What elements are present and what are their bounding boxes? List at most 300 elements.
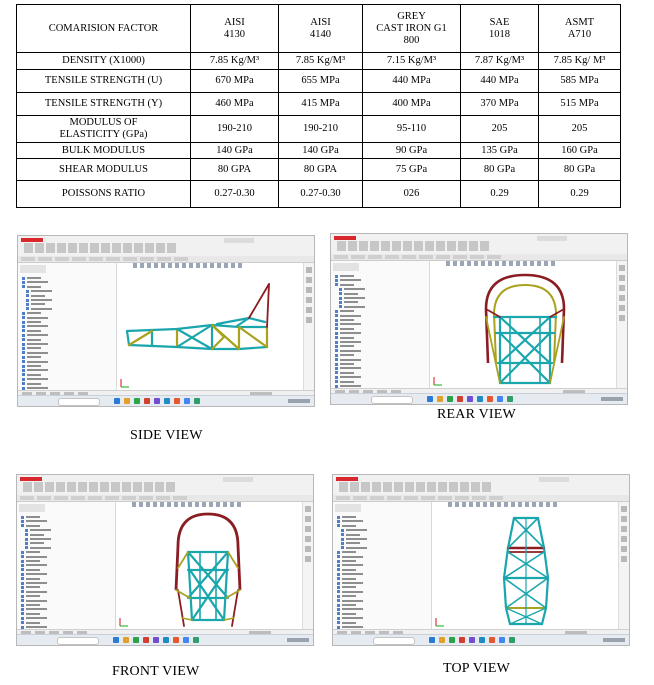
value-cell: 80 GPa [539, 159, 621, 181]
tree-node-label [31, 308, 52, 310]
tree-node-icon [22, 378, 25, 381]
tree-node-label [344, 288, 365, 290]
tree-node-icon [335, 283, 338, 286]
cad-tab-strip [333, 495, 629, 502]
tree-node-icon [337, 599, 340, 602]
axis-triad-icon [433, 376, 443, 386]
tree-node-label [27, 321, 41, 323]
header-material-cell: ASMT A710 [539, 5, 621, 53]
tree-node-icon [22, 277, 25, 280]
tree-node-icon [22, 334, 25, 337]
tree-node-icon [21, 520, 24, 523]
feature-tree-toolbar [20, 265, 46, 273]
taskbar-app-icon [123, 637, 129, 643]
tree-node-label [27, 334, 48, 336]
value-cell: 440 MPa [363, 70, 461, 93]
task-pane-icon [305, 536, 311, 542]
cad-tab [173, 496, 187, 500]
ribbon-tool-icon [436, 241, 445, 251]
tree-node-icon [337, 582, 340, 585]
tree-node-label [26, 613, 40, 615]
tree-node-label [340, 310, 354, 312]
taskbar-app-icon [459, 637, 465, 643]
tree-node-icon [335, 323, 338, 326]
tree-node-label [340, 367, 361, 369]
tree-node-icon [335, 380, 338, 383]
frame-tube [508, 552, 548, 578]
taskbar-app-icon [144, 398, 150, 404]
ribbon-tool-icon [45, 482, 54, 492]
table-row [17, 116, 621, 143]
tree-node-label [27, 277, 41, 279]
tree-node-label [340, 284, 354, 286]
task-pane-icon [621, 506, 627, 512]
frame-tube [506, 578, 548, 608]
chassis-frame-drawing [117, 269, 303, 391]
tree-node-icon [335, 310, 338, 313]
feature-tree [18, 263, 117, 391]
tree-node-icon [335, 371, 338, 374]
cad-ribbon [17, 475, 313, 496]
tree-node-icon [335, 275, 338, 278]
tree-node-label [27, 378, 48, 380]
tree-node-label [26, 626, 47, 628]
value-cell: 140 GPa [191, 143, 279, 159]
tree-node-icon [337, 573, 340, 576]
factor-cell: TENSILE STRENGTH (U) [17, 70, 191, 93]
table-row [17, 181, 621, 208]
cad-tab [455, 496, 469, 500]
tree-node-icon [335, 376, 338, 379]
header-factor-cell: COMARISION FACTOR [17, 5, 191, 53]
tree-node-label [344, 301, 358, 303]
windows-taskbar [331, 393, 627, 404]
tree-node-label [27, 343, 48, 345]
factor-cell: POISSONS RATIO [17, 181, 191, 208]
app-logo-icon [334, 236, 356, 240]
tree-node-icon [335, 354, 338, 357]
tree-node-label [27, 356, 41, 358]
task-pane-icon [306, 307, 312, 313]
tree-node-label [342, 595, 356, 597]
heads-up-toolbar [132, 502, 242, 507]
tree-node-label [30, 529, 51, 531]
tree-node-icon [22, 343, 25, 346]
tree-node-label [340, 328, 354, 330]
task-pane-rail [303, 263, 314, 391]
task-pane-icon [619, 315, 625, 321]
cad-tab [402, 255, 416, 259]
feature-tree-toolbar [19, 504, 45, 512]
cad-tab [21, 257, 35, 261]
ribbon-tool-icon [35, 243, 44, 253]
ribbon-tool-icon [348, 241, 357, 251]
tree-node-icon [21, 555, 24, 558]
tree-node-icon [341, 542, 344, 545]
ribbon-tool-icon [134, 243, 143, 253]
tree-node-label [342, 569, 356, 571]
ribbon-tool-icon [166, 482, 175, 492]
tree-node-icon [337, 590, 340, 593]
taskbar-app-icon [477, 396, 483, 402]
ribbon-tool-icon [112, 243, 121, 253]
tree-node-icon [21, 599, 24, 602]
tree-node-icon [337, 516, 340, 519]
tree-node-label [26, 608, 47, 610]
tree-node-label [26, 569, 40, 571]
ribbon-tool-icon [460, 482, 469, 492]
tree-node-icon [21, 524, 24, 527]
cad-tab [140, 257, 154, 261]
tree-node-icon [21, 573, 24, 576]
taskbar-app-icon [507, 396, 513, 402]
taskbar-app-icon [427, 396, 433, 402]
tree-node-label [26, 525, 40, 527]
tree-node-label [342, 551, 356, 553]
tree-node-label [340, 354, 354, 356]
tree-node-label [342, 564, 363, 566]
ribbon-tool-icon [372, 482, 381, 492]
tree-node-label [342, 608, 363, 610]
tree-node-icon [335, 341, 338, 344]
cad-tab [334, 255, 348, 259]
taskbar-app-icon [509, 637, 515, 643]
main-hoop-tube [267, 284, 269, 327]
tree-node-icon [21, 564, 24, 567]
ribbon-tool-icon [469, 241, 478, 251]
tree-node-icon [337, 586, 340, 589]
frame-tube [506, 608, 542, 624]
taskbar-app-icon [429, 637, 435, 643]
cad-tab [72, 257, 86, 261]
cad-tab [174, 257, 188, 261]
task-pane-icon [305, 506, 311, 512]
cad-tab [157, 257, 171, 261]
tree-node-label [26, 622, 40, 624]
value-cell: 80 GPA [191, 159, 279, 181]
value-cell: 80 GPa [461, 159, 539, 181]
feature-tree-toolbar [335, 504, 361, 512]
ribbon-tool-icon [480, 241, 489, 251]
tree-node-label [30, 538, 51, 540]
frame-tube [178, 552, 188, 568]
tree-node-label [26, 520, 47, 522]
task-pane-rail [302, 502, 313, 630]
tree-node-icon [22, 365, 25, 368]
value-cell: 415 MPa [279, 93, 363, 116]
rear-view-caption: REAR VIEW [437, 407, 516, 422]
tree-node-label [27, 286, 41, 288]
cad-tab [368, 255, 382, 259]
rear-view-screenshot [330, 233, 628, 405]
ribbon-tool-icon [471, 482, 480, 492]
tree-node-icon [22, 312, 25, 315]
tree-node-label [26, 516, 40, 518]
tree-node-icon [21, 586, 24, 589]
tree-node-icon [337, 604, 340, 607]
tree-node-icon [21, 590, 24, 593]
tree-node-icon [339, 297, 342, 300]
taskbar-app-icon [449, 637, 455, 643]
task-pane-rail [616, 261, 627, 389]
tree-node-icon [335, 363, 338, 366]
ribbon-tool-icon [416, 482, 425, 492]
value-cell: 7.85 Kg/M³ [279, 53, 363, 70]
tree-node-label [30, 542, 44, 544]
cad-ribbon [18, 236, 314, 257]
tree-node-label [27, 312, 41, 314]
value-cell: 205 [461, 116, 539, 143]
tree-node-label [26, 582, 47, 584]
taskbar-app-icon [499, 637, 505, 643]
ribbon-tool-icon [144, 482, 153, 492]
cad-tab [105, 496, 119, 500]
ribbon-tool-icon [405, 482, 414, 492]
tree-node-icon [22, 351, 25, 354]
tree-node-label [342, 613, 356, 615]
tree-node-icon [335, 327, 338, 330]
task-pane-icon [306, 287, 312, 293]
tree-node-label [346, 538, 367, 540]
tree-node-label [340, 323, 361, 325]
taskbar-app-icon [153, 637, 159, 643]
taskbar-app-icon [447, 396, 453, 402]
task-pane-icon [619, 305, 625, 311]
table-row [17, 70, 621, 93]
taskbar-search-box [373, 637, 415, 645]
tree-node-icon [21, 577, 24, 580]
axis-triad-icon [119, 617, 129, 627]
tree-node-icon [25, 546, 28, 549]
tree-node-icon [335, 367, 338, 370]
cad-tab [453, 255, 467, 259]
ribbon-tool-icon [339, 482, 348, 492]
ribbon-tool-icon [482, 482, 491, 492]
feature-tree [331, 261, 430, 389]
system-tray [603, 638, 625, 642]
frame-tube [510, 608, 546, 624]
ribbon-tool-icon [100, 482, 109, 492]
taskbar-app-icon [487, 396, 493, 402]
tree-node-label [30, 534, 44, 536]
tree-node-icon [335, 279, 338, 282]
tree-node-icon [22, 329, 25, 332]
ribbon-tool-icon [359, 241, 368, 251]
task-pane-icon [306, 267, 312, 273]
tree-node-label [27, 387, 48, 389]
taskbar-app-icon [173, 637, 179, 643]
cad-tab [472, 496, 486, 500]
frame-tube [504, 578, 546, 608]
tree-node-label [340, 350, 361, 352]
value-cell: 0.29 [461, 181, 539, 208]
tree-node-icon [21, 568, 24, 571]
taskbar-app-icon [133, 637, 139, 643]
ribbon-tool-icon [167, 243, 176, 253]
task-pane-icon [621, 546, 627, 552]
cad-tab [438, 496, 452, 500]
ribbon-tool-icon [155, 482, 164, 492]
tree-node-icon [341, 533, 344, 536]
tree-node-icon [22, 382, 25, 385]
tree-node-label [342, 622, 356, 624]
tree-node-icon [337, 520, 340, 523]
ribbon-tool-icon [425, 241, 434, 251]
heads-up-toolbar [133, 263, 243, 268]
system-tray [601, 397, 623, 401]
tree-node-label [26, 556, 47, 558]
cad-tab [20, 496, 34, 500]
tree-node-icon [337, 524, 340, 527]
value-cell: 140 GPa [279, 143, 363, 159]
value-cell: 190-210 [191, 116, 279, 143]
taskbar-app-icon [183, 637, 189, 643]
cad-ribbon [331, 234, 627, 255]
chassis-frame-drawing [432, 508, 618, 630]
tree-node-label [340, 372, 354, 374]
cad-tab [489, 496, 503, 500]
ribbon-tool-icon [156, 243, 165, 253]
feature-tree [17, 502, 116, 630]
value-cell: 95-110 [363, 116, 461, 143]
cad-tab-strip [18, 256, 314, 263]
ribbon-tool-icon [381, 241, 390, 251]
taskbar-app-icon [114, 398, 120, 404]
tree-node-icon [21, 516, 24, 519]
graphics-area [432, 508, 618, 630]
factor-cell: MODULUS OF ELASTICITY (GPa) [17, 116, 191, 143]
cad-tab [470, 255, 484, 259]
feature-tree [333, 502, 432, 630]
table-row [17, 53, 621, 70]
tree-node-icon [22, 281, 25, 284]
task-pane-icon [619, 275, 625, 281]
ribbon-tool-icon [67, 482, 76, 492]
taskbar-app-icon [143, 637, 149, 643]
top-view-caption: TOP VIEW [443, 661, 511, 676]
header-material-cell: SAE 1018 [461, 5, 539, 53]
tree-node-icon [337, 621, 340, 624]
value-cell: 7.87 Kg/M³ [461, 53, 539, 70]
tree-node-label [27, 347, 41, 349]
cad-tab [123, 257, 137, 261]
tree-node-icon [337, 595, 340, 598]
factor-cell: DENSITY (X1000) [17, 53, 191, 70]
frame-tube [212, 325, 224, 349]
tree-node-label [26, 586, 40, 588]
value-cell: 7.85 Kg/M³ [191, 53, 279, 70]
cad-tab [38, 257, 52, 261]
tree-node-label [26, 617, 47, 619]
rear-brace-tube [550, 309, 564, 317]
tree-node-icon [337, 608, 340, 611]
graphics-area [116, 508, 302, 630]
tree-node-label [342, 582, 363, 584]
ribbon-tool-icon [23, 482, 32, 492]
tree-node-icon [339, 292, 342, 295]
tree-node-icon [341, 529, 344, 532]
taskbar-search-box [371, 396, 413, 404]
frame-tube [177, 329, 212, 349]
ribbon-tool-icon [337, 241, 346, 251]
frame-tube [188, 552, 192, 620]
app-logo-icon [20, 477, 42, 481]
tree-node-label [31, 303, 45, 305]
taskbar-app-icon [469, 637, 475, 643]
tree-node-icon [26, 303, 29, 306]
heads-up-toolbar [446, 261, 556, 266]
taskbar-app-icon [193, 637, 199, 643]
tree-node-label [26, 573, 47, 575]
taskbar-app-icon [174, 398, 180, 404]
value-cell: 0.27-0.30 [191, 181, 279, 208]
tree-node-label [342, 604, 356, 606]
tree-node-label [27, 330, 41, 332]
value-cell: 585 MPa [539, 70, 621, 93]
task-pane-icon [305, 546, 311, 552]
app-logo-icon [21, 238, 43, 242]
frame-tube [228, 552, 238, 568]
side-view-caption: SIDE VIEW [130, 428, 203, 443]
tree-node-icon [335, 314, 338, 317]
tree-node-icon [22, 360, 25, 363]
window-title-bar [223, 477, 253, 482]
cad-tab [156, 496, 170, 500]
ribbon-tool-icon [79, 243, 88, 253]
side-view-screenshot [17, 235, 315, 407]
taskbar-app-icon [437, 396, 443, 402]
tree-node-label [342, 600, 363, 602]
tree-node-icon [25, 533, 28, 536]
cad-tab [106, 257, 120, 261]
task-pane-icon [621, 536, 627, 542]
cad-tab [436, 255, 450, 259]
tree-node-label [26, 578, 40, 580]
tree-node-icon [21, 582, 24, 585]
value-cell: 655 MPa [279, 70, 363, 93]
window-title-bar [224, 238, 254, 243]
tree-node-icon [22, 338, 25, 341]
window-title-bar [539, 477, 569, 482]
window-title-bar [537, 236, 567, 241]
front-hoop-tube [494, 285, 556, 363]
ribbon-tool-icon [46, 243, 55, 253]
task-pane-icon [621, 556, 627, 562]
ribbon-tool-icon [101, 243, 110, 253]
taskbar-app-icon [163, 637, 169, 643]
header-material-cell: GREY CAST IRON G1 800 [363, 5, 461, 53]
tree-node-label [30, 547, 51, 549]
cad-tab [387, 496, 401, 500]
tree-node-label [342, 573, 363, 575]
graphics-area [430, 267, 616, 389]
main-hoop-tube [249, 284, 269, 318]
tree-node-label [31, 290, 52, 292]
ribbon-tool-icon [447, 241, 456, 251]
tree-node-icon [22, 325, 25, 328]
tree-node-label [340, 363, 354, 365]
feature-tree-toolbar [333, 263, 359, 271]
frame-tube [224, 552, 228, 620]
ribbon-tool-icon [57, 243, 66, 253]
tree-node-label [26, 551, 40, 553]
windows-taskbar [18, 395, 314, 406]
tree-node-label [344, 306, 365, 308]
tree-node-icon [337, 617, 340, 620]
factor-cell: TENSILE STRENGTH (Y) [17, 93, 191, 116]
tree-node-label [27, 365, 41, 367]
ribbon-tool-icon [24, 243, 33, 253]
